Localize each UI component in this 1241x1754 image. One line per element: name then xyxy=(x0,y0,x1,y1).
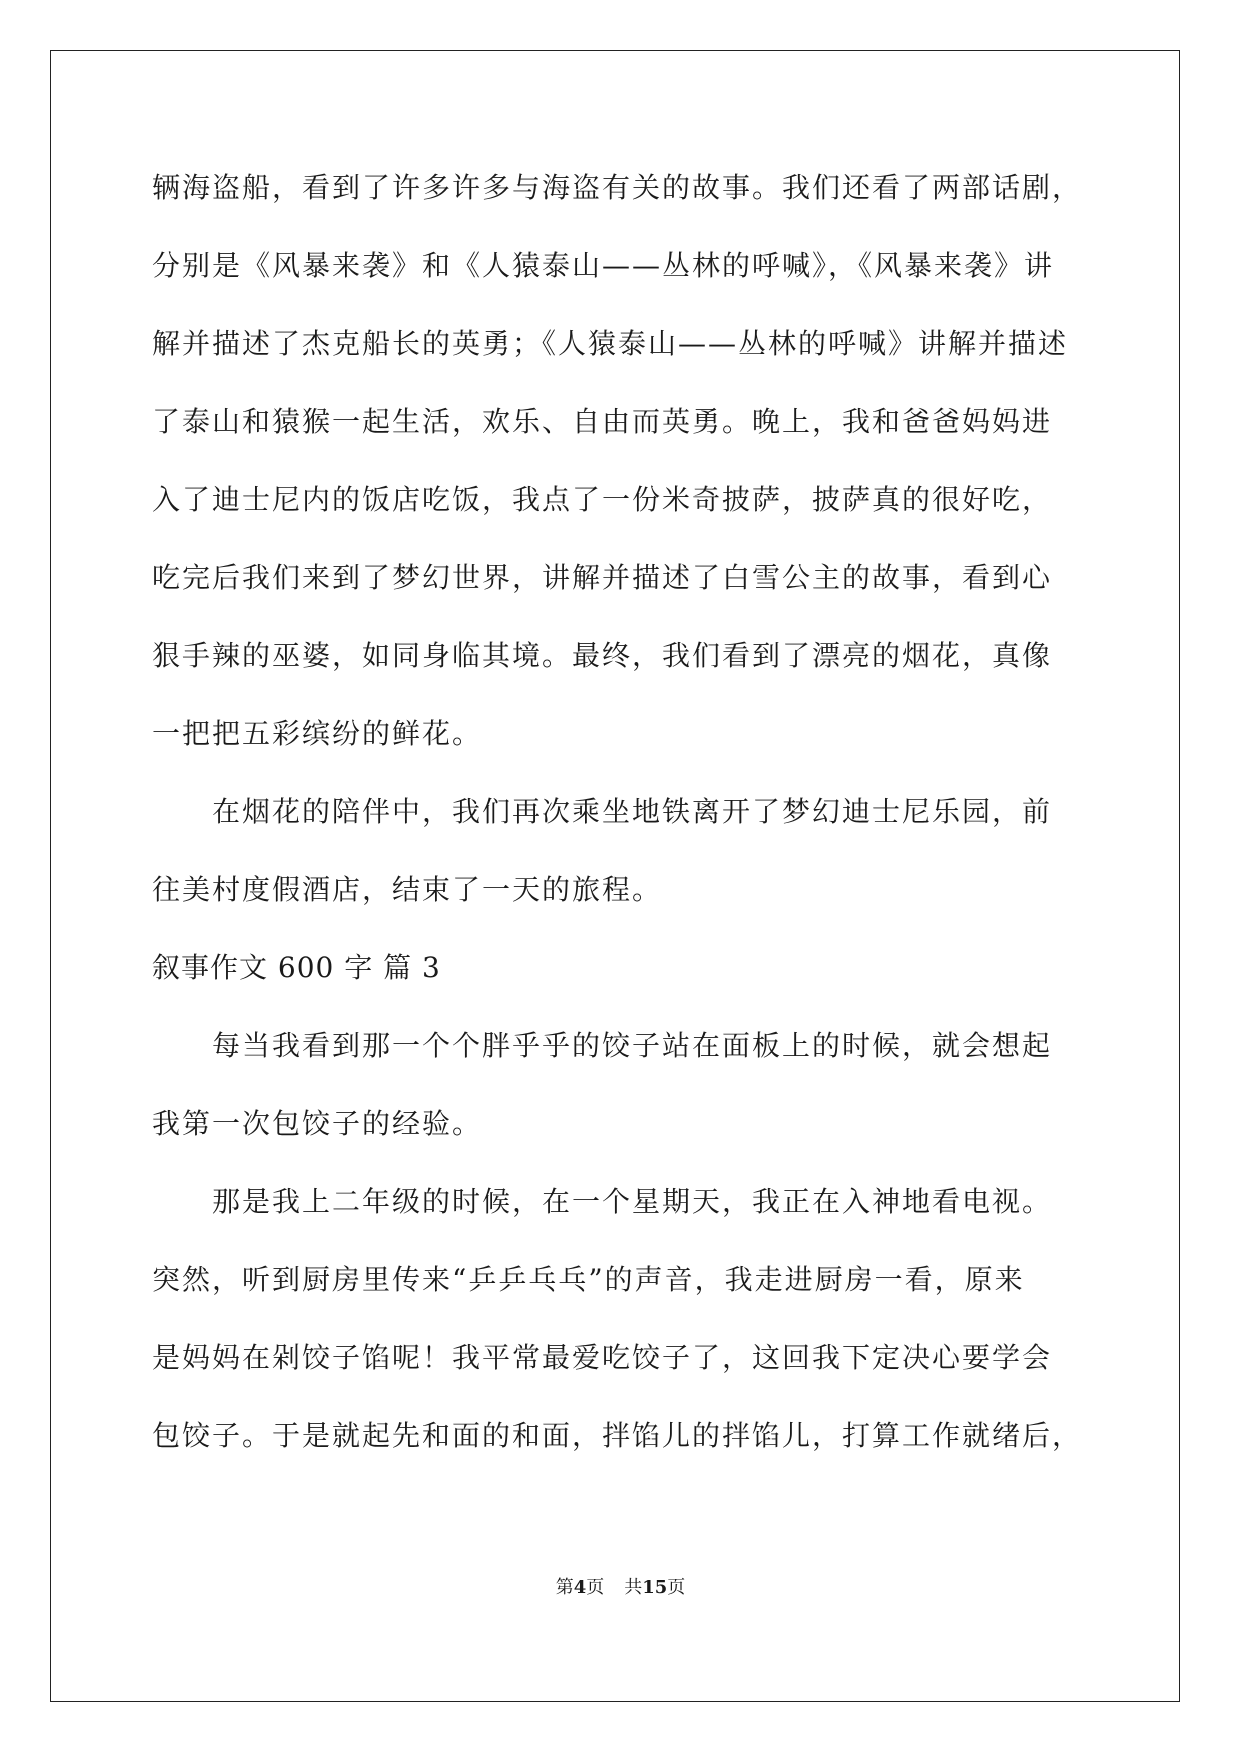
text-line: 往美村度假酒店，结束了一天的旅程。 xyxy=(152,873,663,906)
text-line: 突然，听到厨房里传来“乒乒乓乓”的声音，我走进厨房一看，原来 xyxy=(152,1263,1025,1296)
total-prefix: 共 xyxy=(624,1577,643,1598)
text-line: 入了迪士尼内的饭店吃饭，我点了一份米奇披萨，披萨真的很好吃， xyxy=(152,483,1053,516)
text-line: 狠手辣的巫婆，如同身临其境。最终，我们看到了漂亮的烟花，真像 xyxy=(152,639,1053,672)
total-suffix: 页 xyxy=(667,1577,686,1598)
text-line: 一把把五彩缤纷的鲜花。 xyxy=(152,717,483,750)
text-line: 分别是《风暴来袭》和《人猿泰山——丛林的呼喊》，《风暴来袭》讲 xyxy=(152,249,1055,282)
section-heading: 叙事作文 600 字 篇 3 xyxy=(152,951,441,984)
page-total: 15 xyxy=(642,1577,668,1598)
text-line: 吃完后我们来到了梦幻世界，讲解并描述了白雪公主的故事，看到心 xyxy=(152,561,1053,594)
text-line: 那是我上二年级的时候，在一个星期天，我正在入神地看电视。 xyxy=(212,1185,1053,1218)
text-line: 每当我看到那一个个胖乎乎的饺子站在面板上的时候，就会想起 xyxy=(212,1029,1053,1062)
text-line: 解并描述了杰克船长的英勇；《人猿泰山——丛林的呼喊》讲解并描述 xyxy=(152,327,1069,360)
text-line: 辆海盗船，看到了许多许多与海盗有关的故事。我们还看了两部话剧， xyxy=(152,171,1083,204)
page-current: 4 xyxy=(573,1577,587,1598)
document-body xyxy=(152,168,1092,1494)
text-line: 是妈妈在剁饺子馅呢！我平常最爱吃饺子了，这回我下定决心要学会 xyxy=(152,1341,1053,1374)
text-line: 包饺子。于是就起先和面的和面，拌馅儿的拌馅儿，打算工作就绪后， xyxy=(152,1419,1083,1452)
text-line: 了泰山和猿猴一起生活，欢乐、自由而英勇。晚上，我和爸爸妈妈进 xyxy=(152,405,1053,438)
text-line: 我第一次包饺子的经验。 xyxy=(152,1107,483,1140)
page-footer xyxy=(0,1576,1241,1600)
text-line: 在烟花的陪伴中，我们再次乘坐地铁离开了梦幻迪士尼乐园，前 xyxy=(212,795,1053,828)
page-suffix: 页 xyxy=(586,1577,605,1598)
page-prefix: 第 xyxy=(555,1577,574,1598)
